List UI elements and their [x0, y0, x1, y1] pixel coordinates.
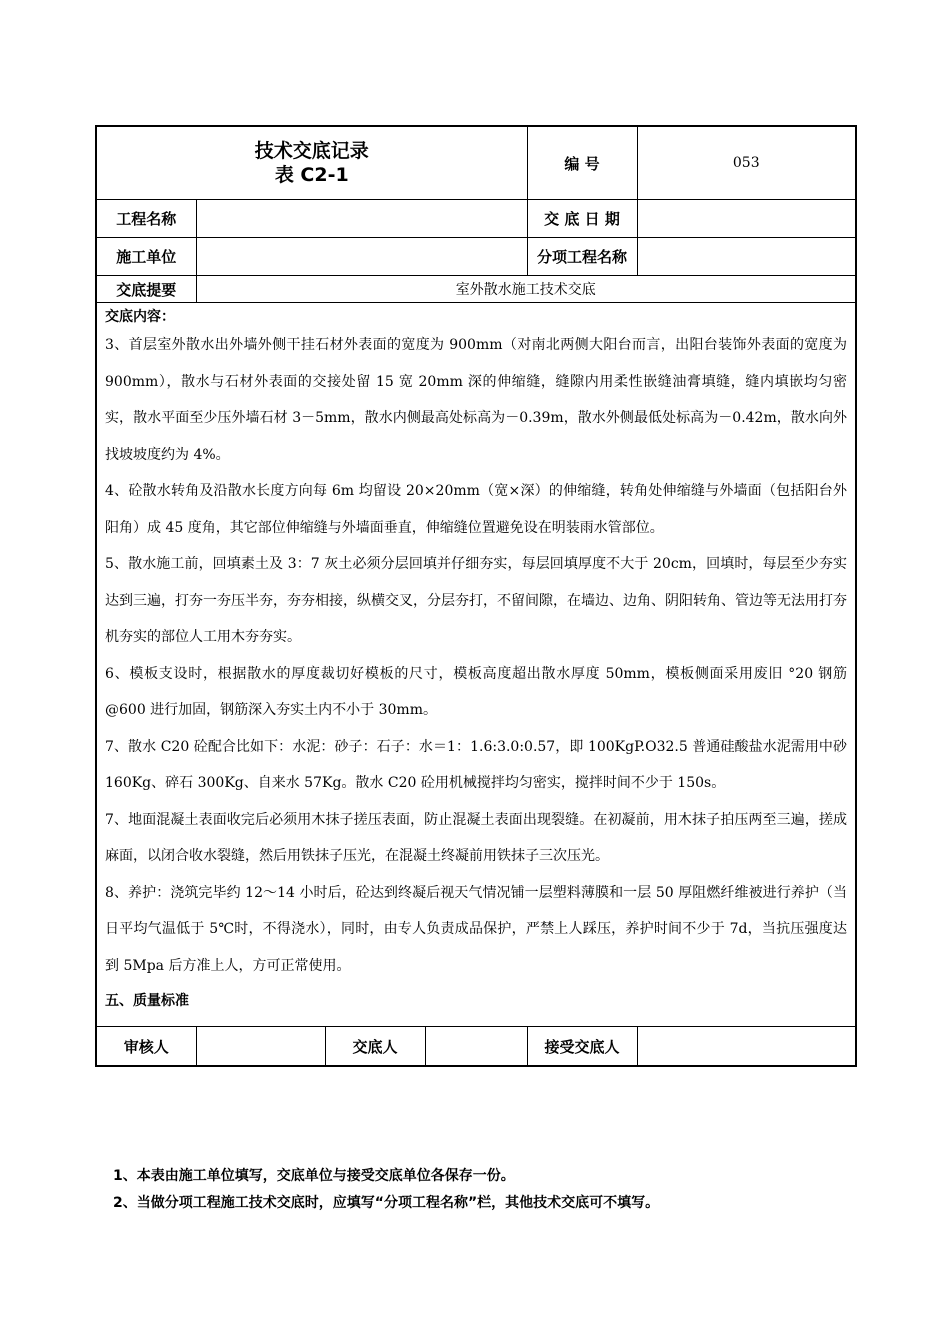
- date-label: 交 底 日 期: [527, 200, 637, 238]
- unit-label: 施工单位: [96, 238, 196, 276]
- project-name-field[interactable]: [196, 200, 527, 238]
- summary-value: 室外散水施工技术交底: [196, 276, 856, 303]
- technical-disclosure-form: [95, 125, 855, 1067]
- content-paragraph: 3、首层室外散水出外墙外侧干挂石材外表面的宽度为 900mm（对南北两侧大阳台而言，出阳台装饰外表面的宽度为 900mm），散水与石材外表面的交接处留 15 宽 20mm 深的伸缩缝，缝隙内用柔性嵌缝油膏填缝，缝内填嵌均匀密实，散水平面至少压外墙石材 3－5mm，散水内侧最高处标高为－0.39m，散水外侧最低处标高为－0.42m，散水向外找坡坡度约为 4%。: [105, 337, 848, 463]
- number-value: 053: [637, 126, 856, 200]
- note-item: 1、本表由施工单位填写，交底单位与接受交底单位各保存一份。: [113, 1168, 515, 1184]
- subproject-field[interactable]: [637, 238, 856, 276]
- project-name-label: 工程名称: [96, 200, 196, 238]
- form-title: [96, 126, 527, 200]
- content-paragraph: 6、模板支设时，根据散水的厚度裁切好模板的尺寸，模板高度超出散水厚度 50mm，模板侧面采用废旧 °20 钢筋@600 进行加固，钢筋深入夯实土内不小于 30mm。: [105, 665, 848, 718]
- form-table: [95, 125, 857, 1067]
- content-cell: [96, 303, 856, 1027]
- receiver-field[interactable]: [637, 1027, 856, 1067]
- discloser-field[interactable]: [425, 1027, 527, 1067]
- receiver-label: 接受交底人: [527, 1027, 637, 1067]
- subproject-label: 分项工程名称: [527, 238, 637, 276]
- content-paragraph: 4、砼散水转角及沿散水长度方向每 6m 均留设 20×20mm（宽×深）的伸缩缝，转角处伸缩缝与外墙面（包括阳台外阳角）成 45 度角，其它部位伸缩缝与外墙面垂直，伸缩缝位置避免设在明装雨水管部位。: [105, 483, 848, 536]
- date-field[interactable]: [637, 200, 856, 238]
- quality-standard-heading: 五、质量标准: [105, 993, 189, 1009]
- content-paragraph: 7、散水 C20 砼配合比如下：水泥：砂子：石子：水＝1：1.6:3.0:0.57，即 100KgP.O32.5 普通硅酸盐水泥需用中砂 160Kg、碎石 300Kg、自来水 57Kg。散水 C20 砼用机械搅拌均匀密实，搅拌时间不少于 150s。: [105, 738, 848, 791]
- discloser-label: 交底人: [325, 1027, 425, 1067]
- content-paragraph: 5、散水施工前，回填素土及 3：7 灰土必须分层回填并仔细夯实，每层回填厚度不大于 20cm，回填时，每层至少夯实达到三遍，打夯一夯压半夯，夯夯相接，纵横交叉，分层夯打，不留间隙，在墙边、边角、阴阳转角、管边等无法用打夯机夯实的部位人工用木夯夯实。: [105, 556, 848, 645]
- note-item: 2、当做分项工程施工技术交底时，应填写“分项工程名称”栏，其他技术交底可不填写。: [113, 1195, 660, 1211]
- content-heading: 交底内容：: [105, 309, 175, 325]
- number-label: 编 号: [527, 126, 637, 200]
- summary-label: 交底提要: [96, 276, 196, 303]
- reviewer-label: 审核人: [96, 1027, 196, 1067]
- content-paragraph: 7、地面混凝土表面收完后必须用木抹子搓压表面，防止混凝土表面出现裂缝。在初凝前，用木抹子拍压两至三遍，搓成麻面，以闭合收水裂缝，然后用铁抹子压光，在混凝土终凝前用铁抹子三次压光。: [105, 811, 848, 864]
- reviewer-field[interactable]: [196, 1027, 325, 1067]
- unit-field[interactable]: [196, 238, 527, 276]
- content-paragraph: 8、养护：浇筑完毕约 12～14 小时后，砼达到终凝后视天气情况铺一层塑料薄膜和一层 50 厚阻燃纤维被进行养护（当日平均气温低于 5℃时，不得浇水），同时，由专人负责成品保护，严禁上人踩压，养护时间不少于 7d，当抗压强度达到 5Mpa 后方准上人，方可正常使用。: [105, 884, 848, 974]
- form-title-line2: 表 C2-1: [274, 164, 349, 186]
- form-notes: [95, 1163, 855, 1217]
- form-title-line1: 技术交底记录: [254, 140, 369, 162]
